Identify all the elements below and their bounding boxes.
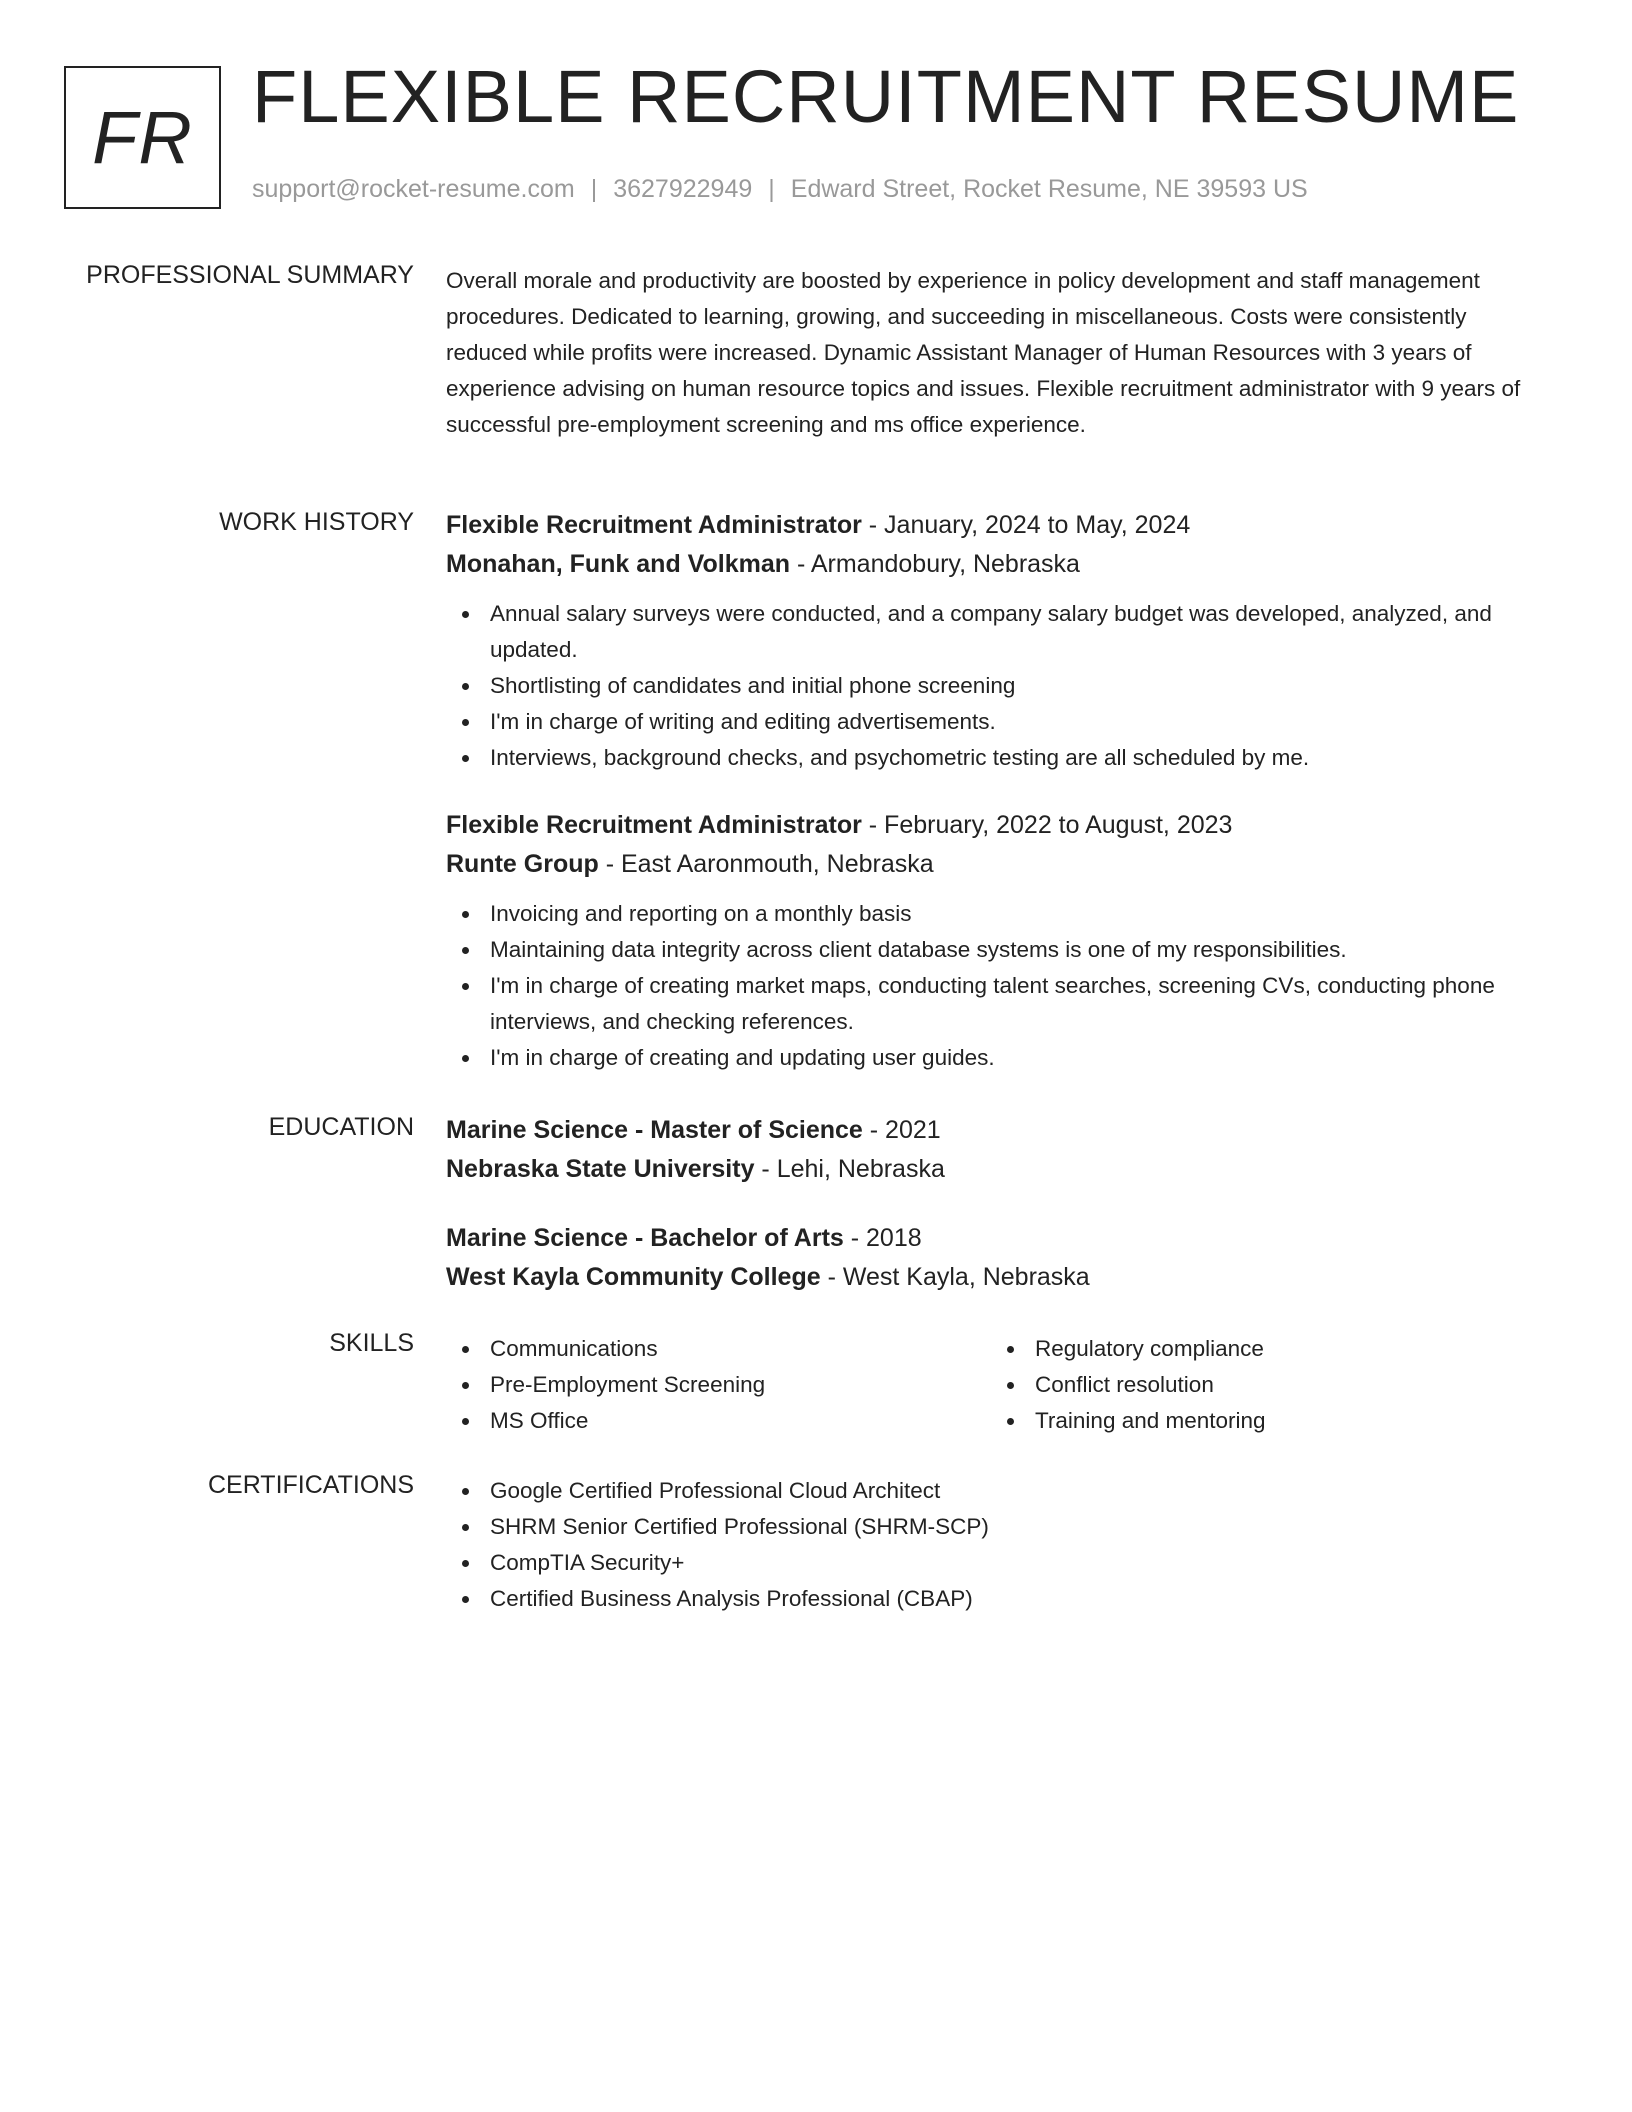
contact-line: [252, 175, 1308, 204]
education-entry: [446, 1219, 1536, 1297]
job-role: Flexible Recruitment Administrator: [446, 511, 862, 539]
education-location: - West Kayla, Nebraska: [820, 1263, 1090, 1291]
education-location: - Lehi, Nebraska: [754, 1155, 945, 1183]
summary-text: Overall morale and productivity are boosted by experience in policy development and staff management procedures. Dedicated to learning, growing, and succeeding in miscellaneous. Costs were consistently reduced while profits were increased. Dynamic Assistant Manager of Human Resources with 3 years of experience advising on human resource topics and issues. Flexible recruitment administrator with 9 years of successful pre-employment screening and ms office experience.: [446, 268, 1521, 437]
certification-item: SHRM Senior Certified Professional (SHRM-SCP): [446, 1509, 1536, 1545]
job-bullets: [446, 596, 1536, 776]
contact-separator: |: [768, 175, 775, 203]
job-company: Monahan, Funk and Volkman: [446, 550, 791, 578]
section-title-work-history: WORK HISTORY: [219, 508, 414, 536]
certifications-body: [446, 1473, 1536, 1617]
education-school-line: [446, 1150, 1536, 1189]
certification-item: CompTIA Security+: [446, 1545, 1536, 1581]
job-entry: [446, 806, 1536, 1076]
section-title-summary: PROFESSIONAL SUMMARY: [86, 261, 414, 289]
skill-item: Pre-Employment Screening: [446, 1367, 991, 1403]
skills-body: [446, 1331, 1536, 1439]
job-role-line: [446, 506, 1536, 545]
section-title-education: EDUCATION: [268, 1113, 414, 1141]
contact-address: Edward Street, Rocket Resume, NE 39593 US: [790, 175, 1308, 203]
education-school: West Kayla Community College: [446, 1263, 821, 1291]
education-school-line: [446, 1258, 1536, 1297]
job-bullet: I'm in charge of writing and editing advertisements.: [446, 704, 1536, 740]
work-history-body: [446, 506, 1536, 1106]
job-role: Flexible Recruitment Administrator: [446, 811, 862, 839]
contact-phone: 3627922949: [613, 175, 753, 203]
skills-list-left: [446, 1331, 991, 1439]
job-location: - Armandobury, Nebraska: [790, 550, 1080, 578]
job-bullet: Maintaining data integrity across client database systems is one of my responsibilities.: [446, 932, 1536, 968]
certifications-list: [446, 1473, 1536, 1617]
job-bullet: Shortlisting of candidates and initial phone screening: [446, 668, 1536, 704]
education-entry: [446, 1111, 1536, 1189]
skill-item: Regulatory compliance: [991, 1331, 1536, 1367]
job-bullet: Interviews, background checks, and psychometric testing are all scheduled by me.: [446, 740, 1536, 776]
section-title-certifications: CERTIFICATIONS: [207, 1471, 414, 1499]
skill-item: Communications: [446, 1331, 991, 1367]
initials-text: FR: [92, 96, 193, 179]
certification-item: Google Certified Professional Cloud Architect: [446, 1473, 1536, 1509]
job-entry: [446, 506, 1536, 776]
initials-monogram: [64, 66, 221, 209]
skill-item: Training and mentoring: [991, 1403, 1536, 1439]
job-dates: - January, 2024 to May, 2024: [861, 511, 1191, 539]
education-year: - 2018: [843, 1224, 922, 1252]
education-degree: Marine Science - Master of Science: [446, 1116, 863, 1144]
job-location: - East Aaronmouth, Nebraska: [598, 850, 934, 878]
resume-title: FLEXIBLE RECRUITMENT RESUME: [252, 55, 1520, 138]
job-bullet: Invoicing and reporting on a monthly basis: [446, 896, 1536, 932]
job-bullet: Annual salary surveys were conducted, and a company salary budget was developed, analyzed, and updated.: [446, 596, 1536, 668]
education-degree-line: [446, 1111, 1536, 1150]
skills-columns: [446, 1331, 1536, 1439]
section-title-skills: SKILLS: [329, 1329, 414, 1357]
skill-item: Conflict resolution: [991, 1367, 1536, 1403]
contact-separator: |: [590, 175, 598, 203]
skills-list-right: [991, 1331, 1536, 1439]
education-degree: Marine Science - Bachelor of Arts: [446, 1224, 844, 1252]
education-year: - 2021: [862, 1116, 941, 1144]
job-bullets: [446, 896, 1536, 1076]
certification-item: Certified Business Analysis Professional (CBAP): [446, 1581, 1536, 1617]
education-school: Nebraska State University: [446, 1155, 755, 1183]
education-degree-line: [446, 1219, 1536, 1258]
job-company-line: [446, 545, 1536, 584]
job-dates: - February, 2022 to August, 2023: [861, 811, 1233, 839]
skill-item: MS Office: [446, 1403, 991, 1439]
job-role-line: [446, 806, 1536, 845]
job-company-line: [446, 845, 1536, 884]
job-company: Runte Group: [446, 850, 599, 878]
contact-email: support@rocket-resume.com: [252, 175, 575, 203]
job-bullet: I'm in charge of creating market maps, conducting talent searches, screening CVs, conducting phone interviews, and checking references.: [446, 968, 1536, 1040]
job-bullet: I'm in charge of creating and updating user guides.: [446, 1040, 1536, 1076]
education-body: [446, 1111, 1536, 1327]
